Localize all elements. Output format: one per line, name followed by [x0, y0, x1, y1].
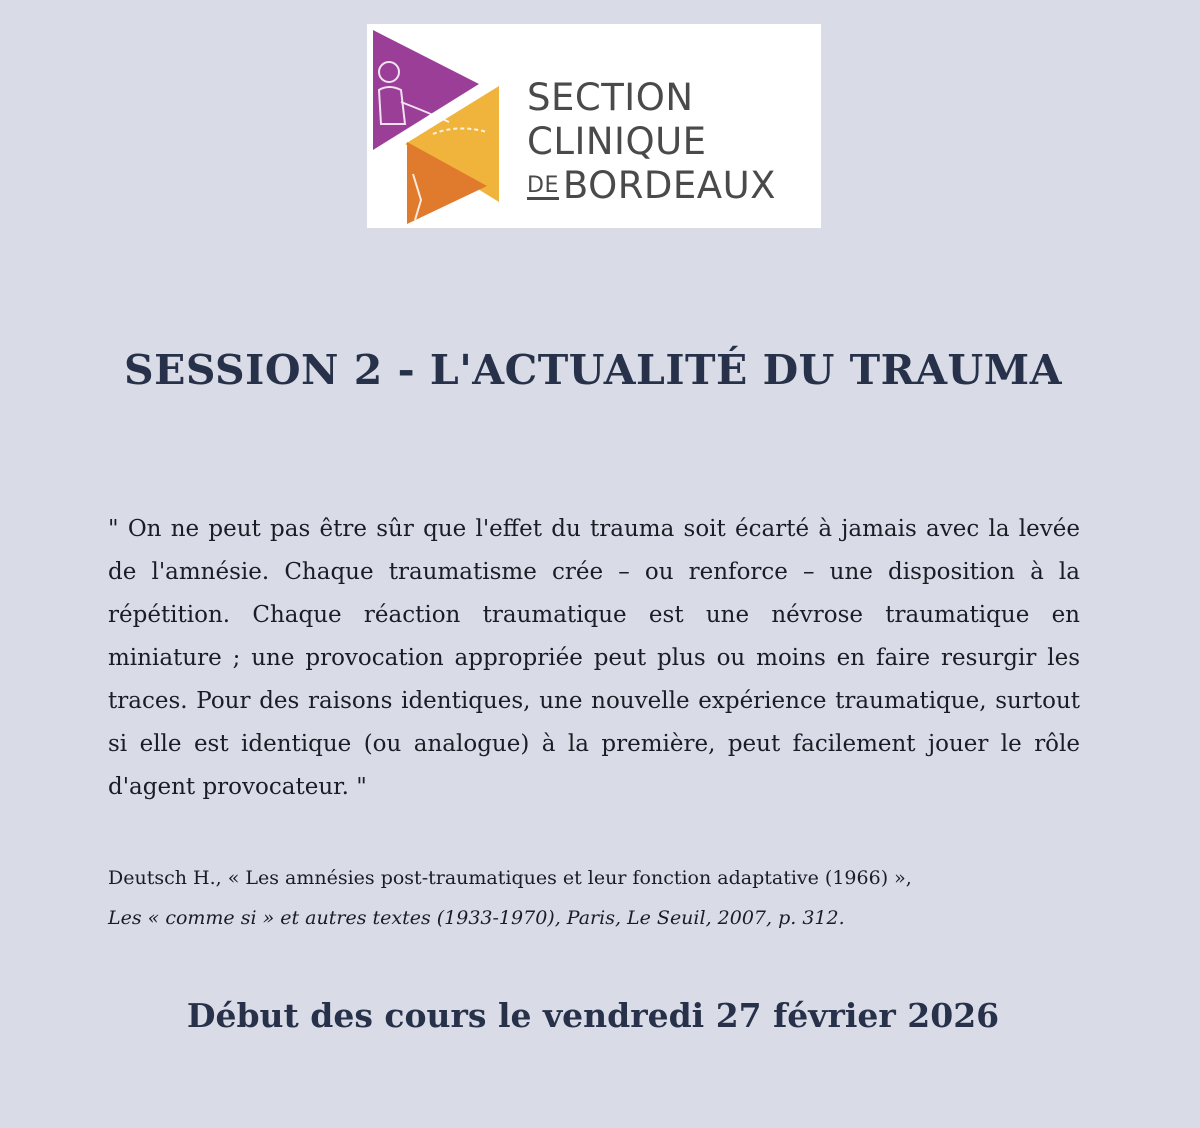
logo [367, 24, 821, 228]
reference-line-2: Les « comme si » et autres textes (1933-1970), Paris, Le Seuil, 2007, p. 312. [108, 907, 845, 929]
course-start-date: Début des cours le vendredi 27 février 2026 [186, 996, 1000, 1035]
logo-wordmark [527, 76, 776, 208]
logo-triangles-graphic [367, 24, 527, 228]
quote-reference [108, 858, 1088, 938]
logo-line-bordeaux [527, 164, 776, 208]
page-title: SESSION 2 - L'ACTUALITÉ DU TRAUMA [123, 346, 1063, 394]
logo-bordeaux-word: BORDEAUX [562, 164, 777, 207]
reference-line-1: Deutsch H., « Les amnésies post-traumatiques et leur fonction adaptative (1966) », [108, 867, 912, 889]
logo-de-prefix: DE [527, 173, 559, 198]
quote-text: " On ne peut pas être sûr que l'effet du trauma soit écarté à jamais avec la levée de l'amnésie. Chaque traumatisme crée – ou renforce – une disposition à la répétition. Chaque réaction traumatique est une névrose traumatique en miniature ; une provocation appropriée peut plus ou moins en faire resurgir les traces. Pour des raisons identiques, une nouvelle expérience traumatique, surtout si elle est identique (ou analogue) à la première, peut facilement jouer le rôle d'agent provocateur. " [108, 516, 1080, 800]
logo-line-clinique: CLINIQUE [527, 120, 707, 163]
logo-line-section: SECTION [527, 76, 694, 119]
